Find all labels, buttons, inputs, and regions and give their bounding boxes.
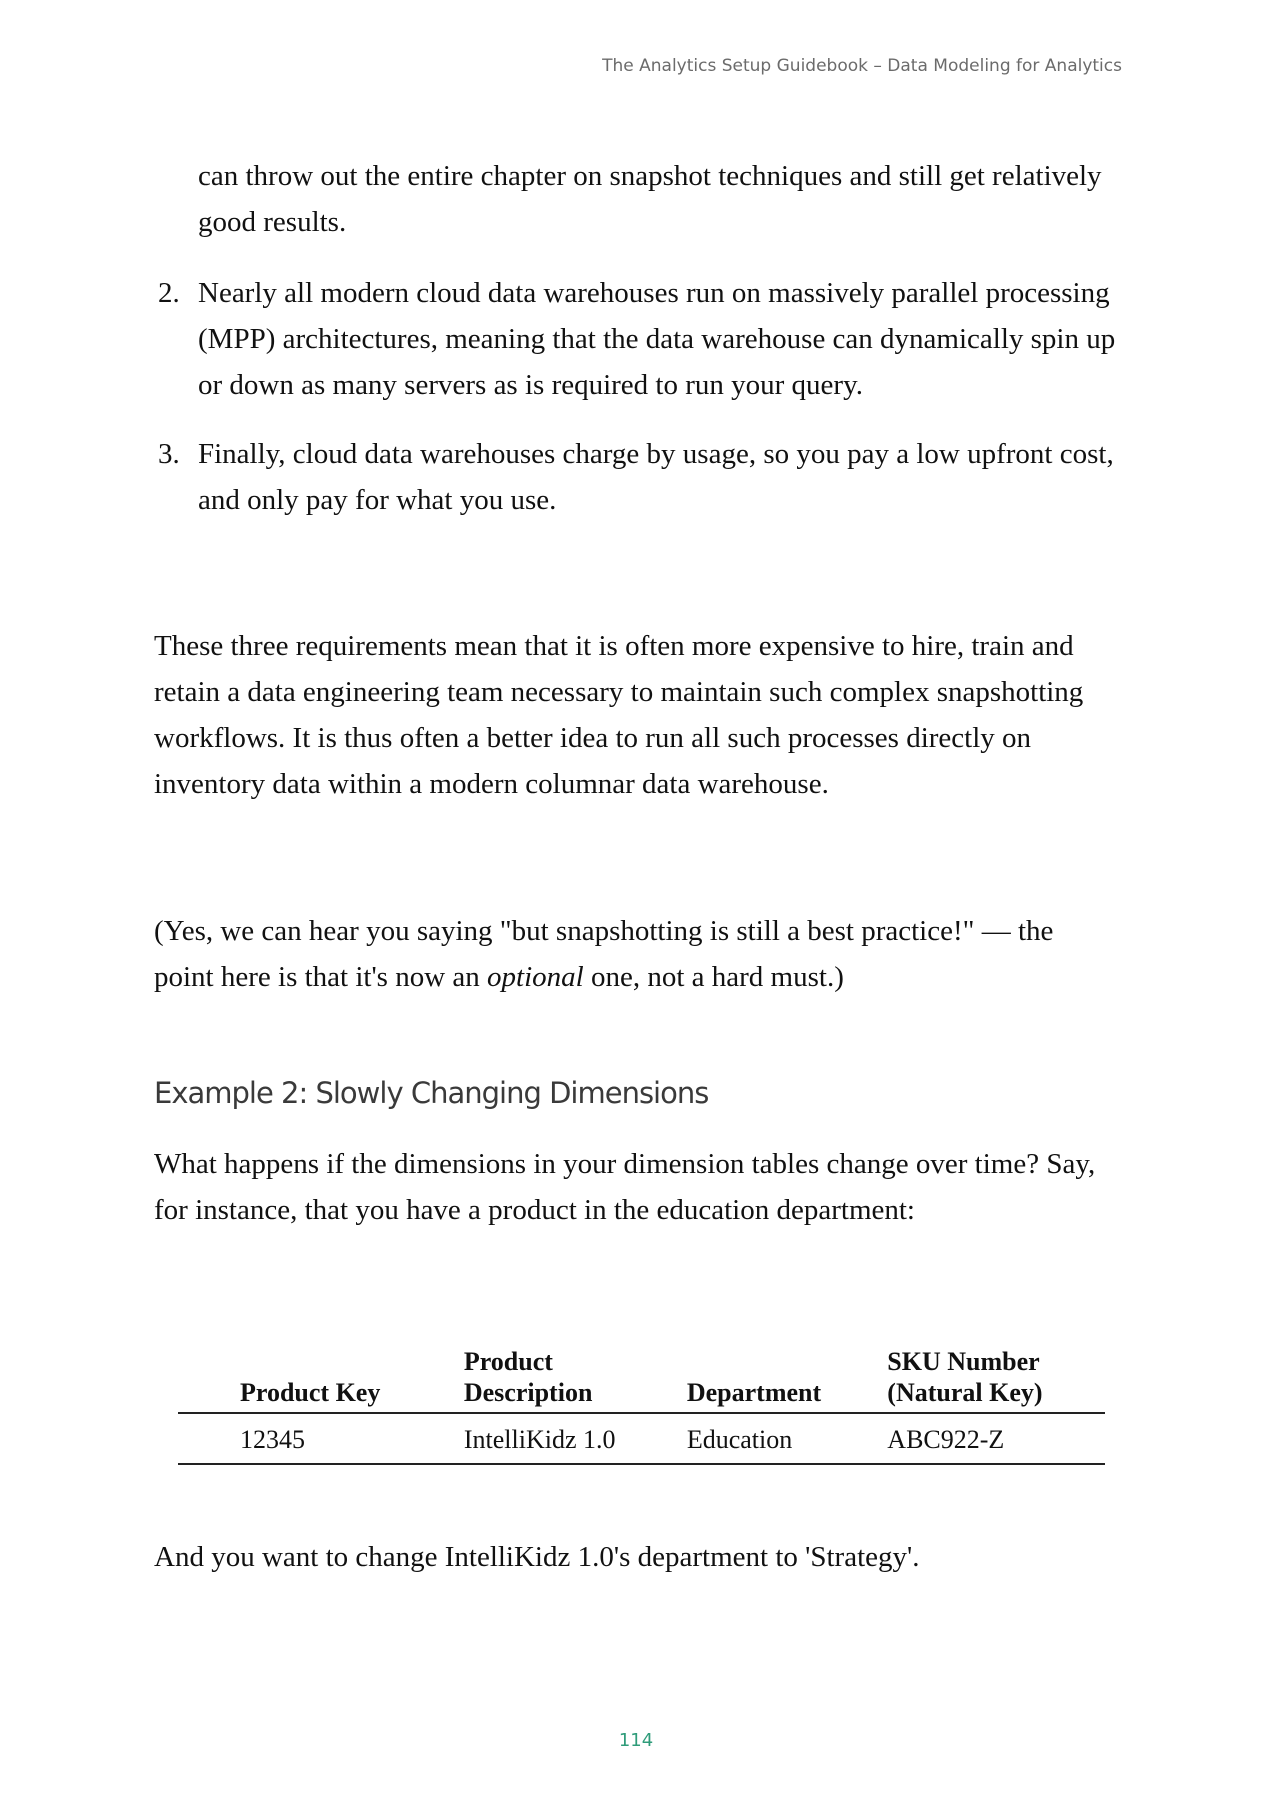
list-item-number: 2. [158,277,180,309]
list-item [0,270,1140,408]
list-item-text: Finally, cloud data warehouses charge by usage, so you pay a low upfront cost, and only pay for what you use. [198,438,1114,516]
list-item-continuation: can throw out the entire chapter on snapshot techniques and still get relatively good results. [198,160,1102,238]
list-item-text: Nearly all modern cloud data warehouses run on massively parallel processing (MPP) architectures, meaning that the data warehouse can dynamically spin up or down as many servers as is required to run your query. [198,277,1116,401]
section-heading: Example 2: Slowly Changing Dimensions [154,1076,709,1110]
table-cell-product-key: 12345 [178,1413,454,1464]
table-row [178,1413,1105,1464]
running-header: The Analytics Setup Guidebook – Data Modeling for Analytics [602,56,1122,76]
column-header-product-key: Product Key [178,1346,454,1413]
column-header-product-description: Product Description [454,1346,677,1413]
table-cell-sku-number: ABC922-Z [877,1413,1105,1464]
paragraph-change-department: And you want to change IntelliKidz 1.0's department to 'Strategy'. [154,1541,920,1573]
column-header-sku-number: SKU Number (Natural Key) [877,1346,1105,1413]
column-header-department: Department [677,1346,877,1413]
numbered-list [0,270,1140,546]
table-cell-product-description: IntelliKidz 1.0 [454,1413,677,1464]
paragraph-aside [154,908,1114,1000]
product-dimension-table [178,1346,1105,1465]
list-item [0,431,1140,523]
aside-emphasis: optional [487,961,584,993]
table-header-row [178,1346,1105,1413]
paragraph-dimensions-intro: What happens if the dimensions in your dimension tables change over time? Say, for instance, that you have a product in the education department: [154,1148,1096,1226]
table-cell-department: Education [677,1413,877,1464]
paragraph-requirements: These three requirements mean that it is often more expensive to hire, train and retain a data engineering team necessary to maintain such complex snapshotting workflows. It is thus often a better idea to run all such processes directly on inventory data within a modern columnar data warehouse. [154,630,1084,800]
page-number: 114 [618,1730,654,1751]
aside-text-end: one, not a hard must.) [583,961,844,993]
list-item-number: 3. [158,438,180,470]
aside-text-start: (Yes, we can hear you saying "but snapshotting is still a best practice!" — the point here is that it's now an [154,915,1054,993]
